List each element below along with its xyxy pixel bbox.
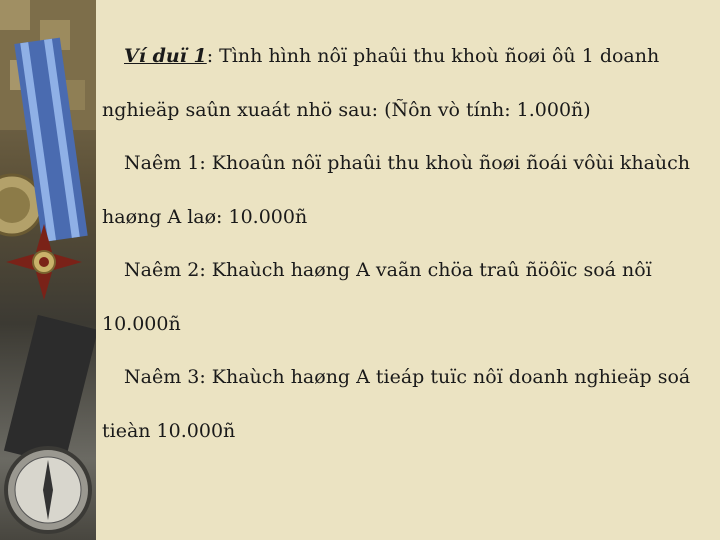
intro-line-1: [102, 30, 706, 84]
year3-line-1: Naêm 3: Khaùch haøng A tieáp tuïc nôï doanh nghieäp soá: [124, 366, 691, 388]
compass-icon: [0, 420, 96, 540]
decorative-artwork: [0, 0, 96, 540]
year2-line-1: Naêm 2: Khaùch haøng A vaãn chöa traû ñöôïc soá nôï: [124, 259, 652, 281]
intro-line-2: nghieäp saûn xuaát nhö sau: (Ñôn vò tính: 1.000ñ): [102, 98, 591, 121]
slide-content: [96, 0, 720, 540]
year2-line-2: 10.000ñ: [102, 312, 181, 335]
year3-line-2: tieàn 10.000ñ: [102, 419, 236, 442]
year1-line-1: Naêm 1: Khoaûn nôï phaûi thu khoù ñoøi ñoái vôùi khaùch: [124, 152, 691, 174]
year1-line-2: haøng A laø: 10.000ñ: [102, 205, 308, 228]
example-label: Ví duï 1: [124, 45, 207, 67]
example-text: [102, 30, 706, 458]
intro-text-part1: : Tình hình nôï phaûi thu khoù ñoøi ôû 1 doanh: [206, 45, 660, 67]
